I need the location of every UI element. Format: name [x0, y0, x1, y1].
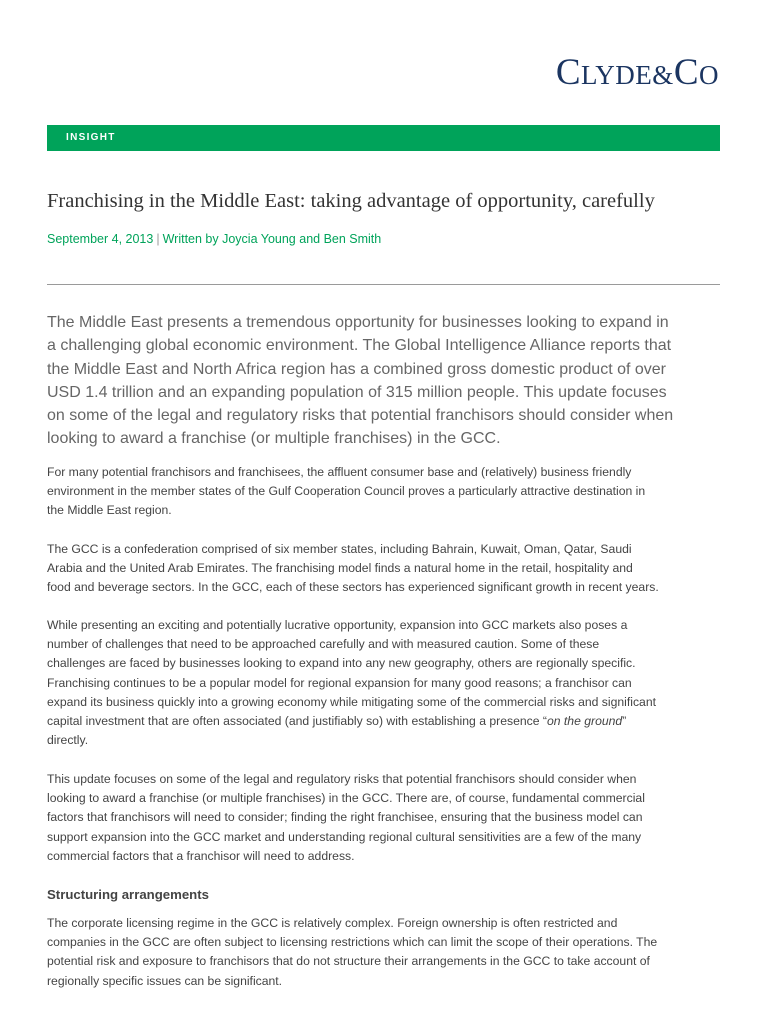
- header-divider: [47, 284, 720, 285]
- paragraph-line: expand its business quickly into a growing economy while mitigating some of the commercial risks and significant: [47, 694, 656, 709]
- lead-line: the Middle East and North Africa region has a combined gross domestic product of over: [47, 360, 666, 378]
- paragraph-line: directly.: [47, 733, 89, 748]
- body-paragraph-3: [47, 616, 727, 750]
- insight-banner: [47, 125, 720, 151]
- paragraph-line: environment in the member states of the Gulf Cooperation Council proves a particularly attractive destination in: [47, 484, 646, 499]
- lead-paragraph: [47, 311, 727, 451]
- paragraph-line: The GCC is a confederation comprised of six member states, including Bahrain, Kuwait, Oman, Qatar, Saudi: [47, 542, 632, 556]
- paragraph-line: regionally specific issues can be significant.: [47, 973, 283, 988]
- lead-line: USD 1.4 trillion and an expanding population of 315 million people. This update focuses: [47, 383, 667, 401]
- byline-separator: |: [156, 232, 160, 246]
- body-paragraph-4: [47, 770, 727, 866]
- emphasis-text: on the ground: [546, 714, 623, 729]
- paragraph-line: This update focuses on some of the legal and regulatory risks that potential franchisors should consider when: [47, 772, 637, 786]
- paragraph-line: For many potential franchisors and franchisees, the affluent consumer base and (relatively) business friendly: [47, 465, 632, 479]
- body-paragraph-5: [47, 914, 727, 991]
- article-authors: Written by Joycia Young and Ben Smith: [162, 232, 382, 246]
- paragraph-line: Arabia and the United Arab Emirates. The franchising model finds a natural home in the retail, hospitality and: [47, 561, 633, 576]
- paragraph-line: support expansion into the GCC market and understanding regional cultural sensitivities are a few of the many: [47, 829, 642, 844]
- section-heading: Structuring arrangements: [47, 887, 209, 902]
- paragraph-line: factors that franchisors will need to consider; finding the right franchisee, ensuring that the business model can: [47, 810, 643, 825]
- paragraph-line: the Middle East region.: [47, 503, 172, 518]
- article-date: September 4, 2013: [47, 232, 154, 246]
- paragraph-line: potential risk and exposure to franchisors that do not structure their arrangements in the GCC to take account of: [47, 954, 650, 969]
- paragraph-text: ”: [622, 714, 627, 729]
- paragraph-line: [47, 712, 727, 731]
- lead-line: a challenging global economic environment. The Global Intelligence Alliance reports that: [47, 337, 672, 355]
- paragraph-line: companies in the GCC are often subject to licensing restrictions which can limit the scope of their operations. The: [47, 935, 658, 950]
- paragraph-line: challenges are faced by businesses looking to expand into any new geography, others are regionally specific.: [47, 656, 636, 671]
- paragraph-line: number of challenges that need to be approached carefully and with measured caution. Some of these: [47, 637, 600, 652]
- paragraph-line: The corporate licensing regime in the GCC is relatively complex. Foreign ownership is often restricted and: [47, 916, 618, 930]
- insight-label: INSIGHT: [66, 132, 116, 143]
- body-paragraph-1: [47, 463, 727, 521]
- paragraph-text: capital investment that are often associated (and justifiably so) with establishing a presence “: [47, 714, 547, 729]
- paragraph-line: While presenting an exciting and potentially lucrative opportunity, expansion into GCC markets also poses a: [47, 618, 628, 632]
- article-byline: [47, 232, 381, 246]
- paragraph-line: commercial factors that a franchisor will need to address.: [47, 848, 355, 863]
- paragraph-line: food and beverage sectors. In the GCC, each of these sectors has experienced significant growth in recent years.: [47, 580, 659, 595]
- body-paragraph-2: [47, 540, 727, 598]
- lead-line: on some of the legal and regulatory risks that potential franchisors should consider when: [47, 407, 674, 425]
- paragraph-line: looking to award a franchise (or multiple franchises) in the GCC. There are, of course, fundamental commercial: [47, 791, 645, 806]
- clyde-co-logo: CLYDE&CO: [555, 52, 719, 93]
- lead-line: looking to award a franchise (or multiple franchises) in the GCC.: [47, 430, 501, 448]
- lead-line: The Middle East presents a tremendous opportunity for businesses looking to expand in: [47, 314, 669, 331]
- article-title: Franchising in the Middle East: taking advantage of opportunity, carefully: [47, 190, 655, 212]
- paragraph-line: Franchising continues to be a popular model for regional expansion for many good reasons; a franchisor can: [47, 675, 632, 690]
